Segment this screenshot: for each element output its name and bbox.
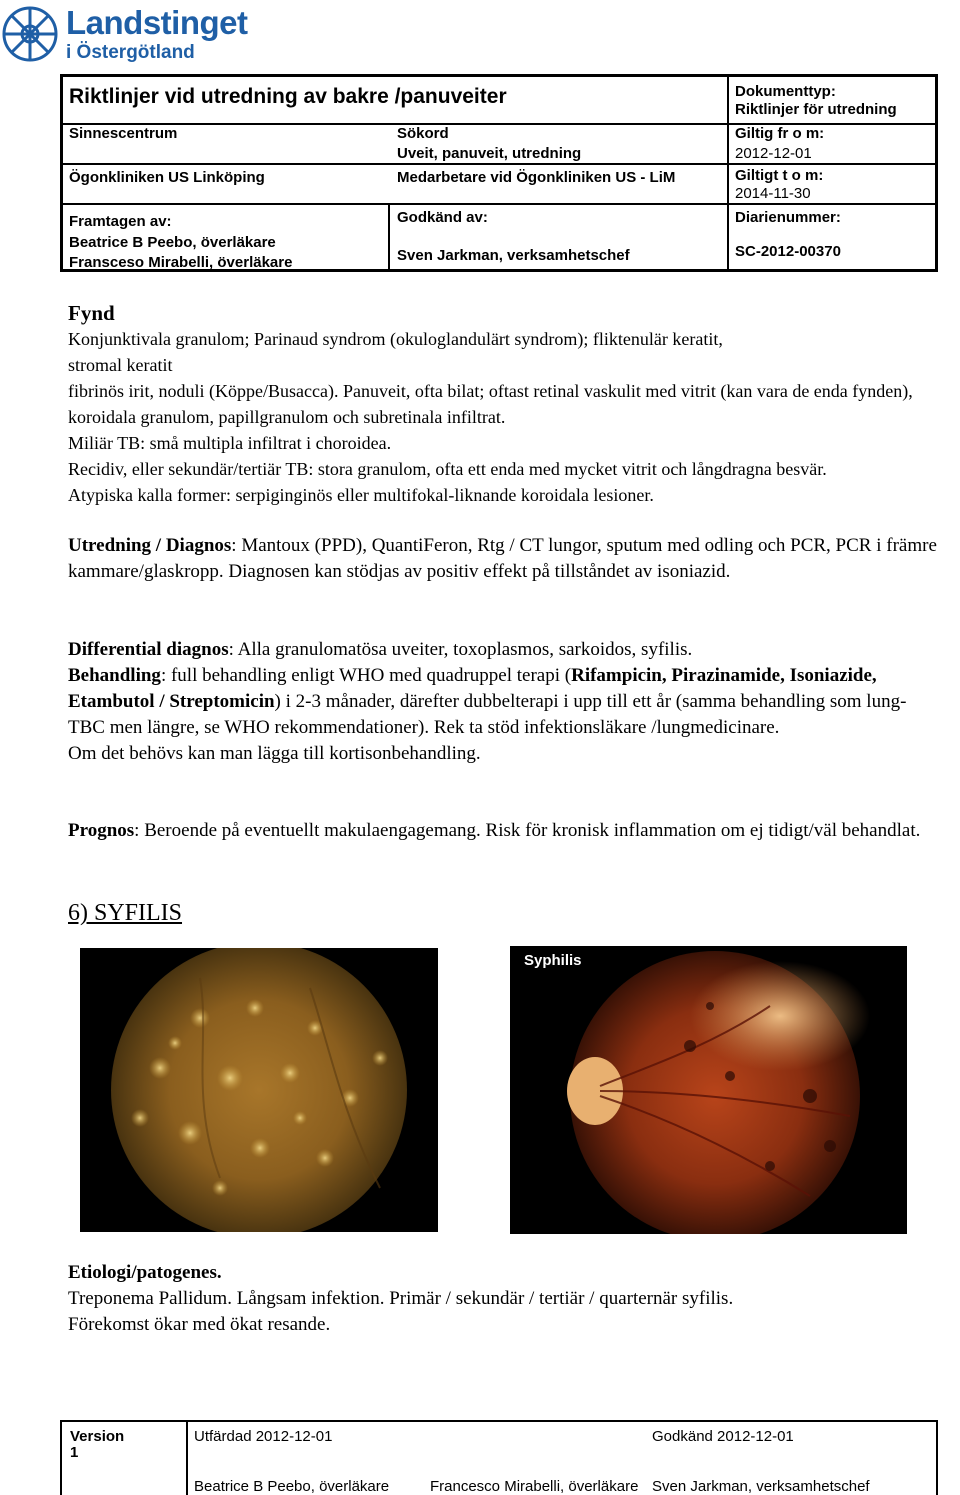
fundus-image-syphilis bbox=[510, 946, 907, 1234]
diagnosis-text: : Mantoux (PPD), QuantiFeron, Rtg / CT lungor, sputum med odling och PCR, PCR i främre kammare/glaskropp. Diagnosen kan stödjas av positiv effekt på tillståndet av isoniazid. bbox=[68, 535, 937, 582]
image-label: Syphilis bbox=[524, 952, 582, 969]
treatment-drugs: Rifampicin, Pirazinamide, Isoniazide, Etambutol / Streptomicin bbox=[68, 665, 877, 712]
valid-from-value: 2012-12-01 bbox=[735, 145, 812, 162]
diagnosis-paragraph bbox=[68, 533, 938, 585]
prognosis-text: : Beroende på eventuellt makulaengagemang. Risk för kronisk inflammation om ej tidigt/väl behandlat. bbox=[134, 820, 921, 841]
author-label: Framtagen av: bbox=[69, 213, 172, 230]
footer-person-2: Francesco Mirabelli, överläkare bbox=[430, 1478, 639, 1495]
unit-name: Sinnescentrum bbox=[69, 125, 178, 142]
audience: Medarbetare vid Ögonkliniken US - LiM bbox=[397, 169, 676, 186]
valid-from-label: Giltig fr o m: bbox=[735, 125, 825, 142]
version-label: Version bbox=[70, 1428, 125, 1445]
page-title: Riktlinjer vid utredning av bakre /panuveiter bbox=[69, 85, 507, 108]
cortisone-note: Om det behövs kan man lägga till kortisonbehandling. bbox=[68, 743, 481, 764]
version-value: 1 bbox=[70, 1444, 79, 1461]
findings-line: fibrinös irit, noduli (Köppe/Busacca). Panuveit, ofta bilat; oftast retinal vaskulit med vitrit (kan vara de enda fynden), koroidala granulom, papillgranulom och subretinala infiltrat. bbox=[68, 381, 913, 427]
etiology-heading: Etiologi/patogenes. bbox=[68, 1262, 222, 1283]
keyword-label: Sökord bbox=[397, 125, 449, 142]
diagnosis-label: Utredning / Diagnos bbox=[68, 535, 232, 556]
etiology-section bbox=[68, 1260, 938, 1338]
document-footer bbox=[60, 1420, 938, 1495]
section-title-syphilis: 6) SYFILIS bbox=[68, 900, 183, 926]
registration-label: Diarienummer: bbox=[735, 209, 841, 226]
approved-value: Sven Jarkman, verksamhetschef bbox=[397, 247, 630, 264]
footer-person-1: Beatrice B Peebo, överläkare bbox=[194, 1478, 390, 1495]
landstinget-logo bbox=[0, 0, 280, 70]
findings-line: Miliär TB: små multipla infiltrat i choroidea. bbox=[68, 433, 392, 453]
doctype-value: Riktlinjer för utredning bbox=[735, 101, 897, 118]
footer-person-3: Sven Jarkman, verksamhetschef bbox=[652, 1478, 870, 1495]
fundus-image-1 bbox=[80, 948, 438, 1232]
prognosis-paragraph bbox=[68, 818, 938, 844]
snowflake-logo-icon bbox=[0, 4, 60, 64]
etiology-line: Förekomst ökar med ökat resande. bbox=[68, 1314, 331, 1335]
findings-section bbox=[68, 300, 938, 508]
author-1: Beatrice B Peebo, överläkare bbox=[69, 234, 276, 251]
findings-heading: Fynd bbox=[68, 301, 115, 325]
findings-line: stromal keratit bbox=[68, 355, 173, 375]
differential-text: : Alla granulomatösa uveiter, toxoplasmos, sarkoidos, syfilis. bbox=[228, 639, 693, 660]
issued-date: Utfärdad 2012-12-01 bbox=[194, 1428, 333, 1445]
keyword-value: Uveit, panuveit, utredning bbox=[397, 145, 582, 162]
doctype-label: Dokumenttyp: bbox=[735, 83, 836, 100]
prognosis-label: Prognos bbox=[68, 820, 135, 841]
findings-line: Recidiv, eller sekundär/tertiär TB: stora granulom, ofta ett enda med mycket vitrit och långdragna besvär. bbox=[68, 459, 827, 479]
clinic-name: Ögonkliniken US Linköping bbox=[69, 169, 265, 186]
author-2: Fransceso Mirabelli, överläkare bbox=[69, 254, 293, 271]
etiology-line: Treponema Pallidum. Långsam infektion. Primär / sekundär / tertiär / quarternär syfilis. bbox=[68, 1288, 734, 1309]
treatment-text: : full behandling enligt WHO med quadruppel terapi ( bbox=[160, 665, 572, 686]
differential-label: Differential diagnos bbox=[68, 639, 229, 660]
approved-date: Godkänd 2012-12-01 bbox=[652, 1428, 794, 1445]
logo-name: Landstinget bbox=[66, 4, 248, 41]
valid-to-value: 2014-11-30 bbox=[735, 185, 811, 202]
valid-to-label: Giltigt t o m: bbox=[735, 167, 824, 184]
findings-line: Atypiska kalla former: serpiginginös eller multifokal-liknande koroidala lesioner. bbox=[68, 485, 654, 505]
document-header-table bbox=[60, 74, 938, 272]
findings-line: Konjunktivala granulom; Parinaud syndrom (okuloglandulärt syndrom); fliktenulär keratit, bbox=[68, 329, 723, 349]
treatment-text-2: ) i 2-3 månader, därefter dubbelterapi i upp till ett år (samma behandling som lung-TBC men längre, se WHO rekommendationer). Rek ta stöd infektionsläkare /lungmedicinare. bbox=[68, 691, 907, 738]
approved-label: Godkänd av: bbox=[397, 209, 488, 226]
registration-value: SC-2012-00370 bbox=[735, 243, 841, 260]
differential-paragraph bbox=[68, 637, 938, 767]
treatment-label: Behandling bbox=[68, 665, 161, 686]
logo-region: i Östergötland bbox=[66, 42, 195, 63]
